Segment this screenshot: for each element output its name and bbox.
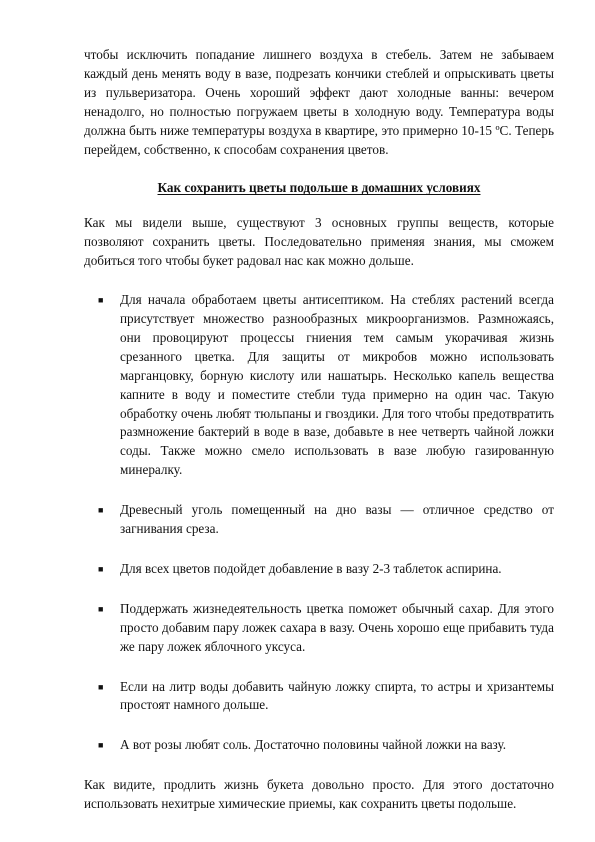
square-bullet-icon: ■ <box>98 681 104 692</box>
square-bullet-icon: ■ <box>98 295 104 306</box>
intro-paragraph: Как мы видели выше, существуют 3 основных группы веществ, которые позволяют сохранить цветы. Последовательно применяя знания, мы сможем добиться того чтобы букет радовал нас как можно дольше. <box>84 215 554 269</box>
list-item-text: Древесный уголь помещенный на дно вазы — отличное средство от загнивания среза. <box>120 502 554 537</box>
square-bullet-icon: ■ <box>98 505 104 516</box>
square-bullet-icon: ■ <box>98 563 104 574</box>
tips-list <box>84 291 554 755</box>
list-item-text: А вот розы любят соль. Достаточно половины чайной ложки на вазу. <box>120 737 507 753</box>
square-bullet-icon: ■ <box>98 740 104 751</box>
list-item <box>84 501 554 539</box>
square-bullet-icon: ■ <box>98 603 104 614</box>
list-item <box>84 600 554 657</box>
section-heading: Как сохранить цветы подольше в домашних условиях <box>157 180 481 196</box>
closing-paragraph: Как видите, продлить жизнь букета довольно просто. Для этого достаточно использовать нехитрые химические приемы, как сохранить цветы подольше. <box>84 777 554 812</box>
list-item-text: Поддержать жизнедеятельность цветка поможет обычный сахар. Для этого просто добавим пару ложек сахара в вазу. Очень хорошо еще прибавить туда же пару ложек яблочного уксуса. <box>120 600 554 654</box>
list-item-text: Если на литр воды добавить чайную ложку спирта, то астры и хризантемы простоят намного дольше. <box>120 678 554 713</box>
continuation-paragraph: чтобы исключить попадание лишнего воздуха в стебель. Затем не забываем каждый день менять воду в вазе, подрезать кончики стеблей и опрыскивать цветы из пульверизатора. Очень хороший эффект дают холодные ванны: вечером ненадолго, но полностью погружаем цветы в холодную воду. Температура воды должна быть ниже температуры воздуха в квартире, это примерно 10-15 ºС. Теперь перейдем, собственно, к способам сохранения цветов. <box>84 47 554 157</box>
list-item-text: Для всех цветов подойдет добавление в вазу 2-3 таблеток аспирина. <box>120 560 502 576</box>
list-item <box>84 736 554 755</box>
list-item <box>84 291 554 480</box>
list-item <box>84 560 554 579</box>
document-page <box>84 46 554 814</box>
list-item <box>84 678 554 716</box>
list-item-text: Для начала обработаем цветы антисептиком. На стеблях растений всегда присутствует множество разнообразных микроорганизмов. Размножаясь, они провоцируют процессы гниения тем самым укорачивая жизнь срезанного цветка. Для защиты от микробов можно использовать марганцовку, борную кислоту или нашатырь. Несколько капель вещества капните в воду и поместите стебли туда примерно на один час. Такую обработку очень любят тюльпаны и гвоздики. Для того чтобы предотвратить размножение бактерий в воде в вазе, добавьте в нее четверть чайной ложки соды. Также можно смело использовать в вазе любую газированную минералку. <box>120 292 554 478</box>
